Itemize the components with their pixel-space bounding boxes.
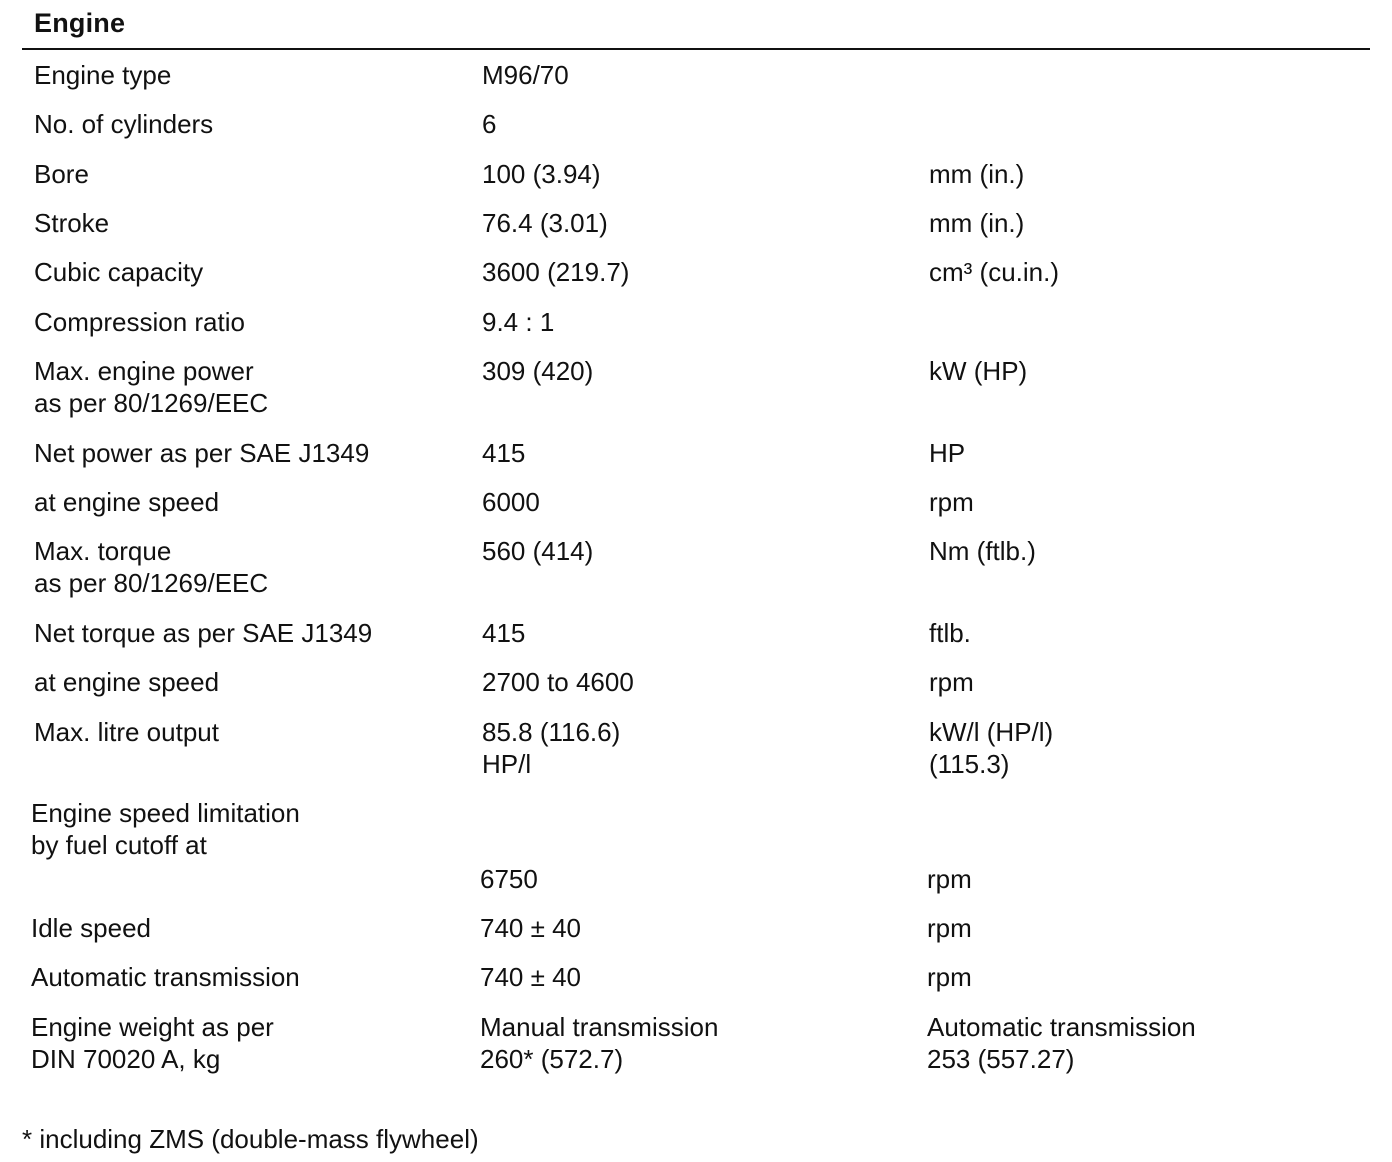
spec-value: 2700 to 4600 xyxy=(482,667,634,697)
spec-value: 6750 xyxy=(480,864,538,894)
spec-value: 309 (420) xyxy=(482,356,594,386)
spec-label-line: DIN 70020 A, kg xyxy=(31,1044,221,1074)
spec-value: 740 ± 40 xyxy=(480,913,582,943)
spec-unit: rpm xyxy=(929,487,974,517)
spec-value: 6000 xyxy=(482,487,540,517)
spec-label: Compression ratio xyxy=(34,307,245,337)
spec-value: 740 ± 40 xyxy=(480,962,582,992)
spec-unit-line: 253 (557.27) xyxy=(927,1044,1075,1074)
spec-value-line: HP/l xyxy=(482,749,532,779)
spec-unit: rpm xyxy=(927,913,972,943)
spec-label: Idle speed xyxy=(31,913,151,943)
spec-label: No. of cylinders xyxy=(34,109,214,139)
spec-unit: mm (in.) xyxy=(929,208,1025,238)
spec-unit: kW (HP) xyxy=(929,356,1028,386)
spec-unit: rpm xyxy=(929,667,974,697)
section-title: Engine xyxy=(34,8,126,38)
spec-unit xyxy=(927,1011,1196,1075)
spec-label-line: as per 80/1269/EEC xyxy=(34,568,269,598)
spec-value xyxy=(482,716,620,780)
spec-label: Max. litre output xyxy=(34,717,219,747)
spec-unit: HP xyxy=(929,438,966,468)
spec-unit xyxy=(929,716,1053,780)
spec-value-line: 260* (572.7) xyxy=(480,1044,624,1074)
spec-unit-line: (115.3) xyxy=(929,749,1010,779)
spec-value: 100 (3.94) xyxy=(482,159,601,189)
spec-label: Stroke xyxy=(34,208,110,238)
spec-value: 3600 (219.7) xyxy=(482,257,630,287)
spec-value: 76.4 (3.01) xyxy=(482,208,608,238)
spec-unit: ftlb. xyxy=(929,618,971,648)
spec-label-line: Max. torque xyxy=(34,536,172,566)
spec-label: Bore xyxy=(34,159,89,189)
spec-unit: rpm xyxy=(927,864,972,894)
spec-label-line: Max. engine power xyxy=(34,356,254,386)
spec-label xyxy=(34,535,268,599)
footnote: * including ZMS (double-mass flywheel) xyxy=(22,1124,479,1154)
spec-value: M96/70 xyxy=(482,60,569,90)
spec-unit-line: Automatic transmission xyxy=(927,1012,1196,1042)
spec-label-line: as per 80/1269/EEC xyxy=(34,388,269,418)
spec-label xyxy=(34,355,268,419)
spec-value-line: Manual transmission xyxy=(480,1012,719,1042)
spec-label-line: by fuel cutoff at xyxy=(31,830,207,860)
spec-value xyxy=(480,1011,718,1075)
spec-unit: rpm xyxy=(927,962,972,992)
spec-label xyxy=(31,797,300,861)
spec-label: at engine speed xyxy=(34,487,220,517)
spec-unit: cm³ (cu.in.) xyxy=(929,257,1059,287)
spec-unit: mm (in.) xyxy=(929,159,1025,189)
spec-label xyxy=(31,1011,274,1075)
spec-label: Net torque as per SAE J1349 xyxy=(34,618,373,648)
spec-unit-line: kW/l (HP/l) xyxy=(929,717,1054,747)
spec-label: Cubic capacity xyxy=(34,257,204,287)
spec-value: 415 xyxy=(482,618,526,648)
spec-value: 9.4 : 1 xyxy=(482,307,555,337)
spec-value: 415 xyxy=(482,438,526,468)
spec-label-line: Engine weight as per xyxy=(31,1012,274,1042)
spec-label: at engine speed xyxy=(34,667,220,697)
spec-unit: Nm (ftlb.) xyxy=(929,536,1036,566)
spec-label: Net power as per SAE J1349 xyxy=(34,438,370,468)
title-rule xyxy=(22,48,1370,50)
spec-label-line: Engine speed limitation xyxy=(31,798,300,828)
spec-label: Automatic transmission xyxy=(31,962,300,992)
spec-value: 560 (414) xyxy=(482,536,594,566)
spec-value: 6 xyxy=(482,109,497,139)
spec-label: Engine type xyxy=(34,60,172,90)
spec-value-line: 85.8 (116.6) xyxy=(482,717,621,747)
